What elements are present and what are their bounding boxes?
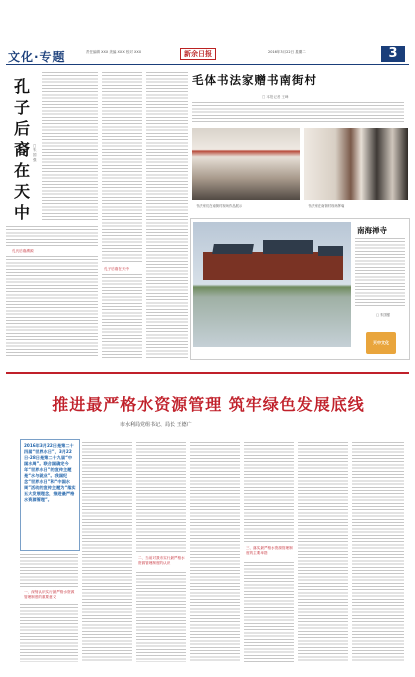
feature-col5-text-b	[244, 562, 294, 662]
left-article-subhead-1: 孔氏后裔溯源	[12, 249, 34, 253]
section-title: 文化·专题	[8, 50, 66, 64]
feature-col1-text-a	[20, 554, 78, 588]
issue-date: 2016年3月22日 星期二	[268, 50, 306, 54]
top-right-intro-text	[192, 102, 404, 124]
feature-col3-text-a	[136, 442, 186, 552]
editor-line: 责任编辑 XXX 美编 XXX 校对 XXX	[86, 50, 142, 54]
top-right-title: 毛体书法家赠书南街村	[192, 73, 317, 87]
feature-subhead-2: 二、当前对我市实行最严格水资源管理制度的认识	[138, 556, 185, 565]
temple-photo	[193, 222, 351, 347]
feature-col3-text-b	[136, 572, 186, 662]
left-article-author: □ 朱国强	[33, 144, 37, 162]
left-article-col3	[146, 72, 188, 358]
left-article-subhead-2: 孔子后裔在天中	[104, 267, 130, 271]
left-article-col1-mid	[6, 226, 98, 246]
photo-caption-1: 书法家们在南街村现场作品展示	[196, 204, 243, 208]
feature-col4-text	[190, 442, 240, 662]
feature-subhead-1: 一、深刻认识实行最严格水资源管理制度的重要意义	[24, 590, 75, 599]
sidebar-signature: □ 朱国强	[376, 313, 391, 317]
feature-subhead-3: 三、落实最严格水资源管理制度的主要举措	[246, 546, 293, 555]
feature-headline: 推进最严格水资源管理 筑牢绿色发展底线	[52, 395, 365, 414]
feature-rule	[6, 372, 409, 374]
feature-col1-text-b	[20, 604, 78, 662]
page-number: 3	[381, 46, 405, 62]
header-rule	[6, 64, 409, 65]
photo-caption-2: 书法家在南街村现场挥毫	[308, 204, 345, 208]
calligraphy-exhibition-photo	[192, 128, 300, 200]
feature-summary: 2016年3月22日是第二十四届“世界水日”，3月22日-28日是第二十九届“中国水周”。联合国确定今年“世界水日”的宣传主题是“水与就业”。我国纪念“世界水日”和“中国水周”活动的宣传主题为“落实五大发展理念，推进最严格水资源管理”。	[24, 443, 76, 502]
feature-col5-text-a	[244, 442, 294, 542]
left-article-col2-bottom	[102, 274, 142, 358]
left-article-col1-bottom	[6, 256, 98, 356]
culture-stamp: 天中文化	[366, 332, 396, 354]
sidebar-title: 南海禅寺	[357, 226, 387, 235]
sidebar-text	[355, 238, 405, 308]
top-right-byline: □ 本报记者 王峰	[262, 95, 289, 99]
feature-col2-text	[82, 442, 132, 662]
feature-col7-text	[352, 442, 404, 662]
left-article-col1-top	[42, 72, 98, 222]
left-article-col2-top	[102, 72, 142, 264]
left-article-title: 孔子后裔在天中	[14, 77, 31, 222]
feature-col6-text	[298, 442, 348, 662]
newspaper-logo: 新余日报	[180, 48, 216, 60]
calligraphy-writing-photo	[304, 128, 408, 200]
feature-byline: 市水利局党组书记、局长 王德广	[120, 422, 192, 428]
